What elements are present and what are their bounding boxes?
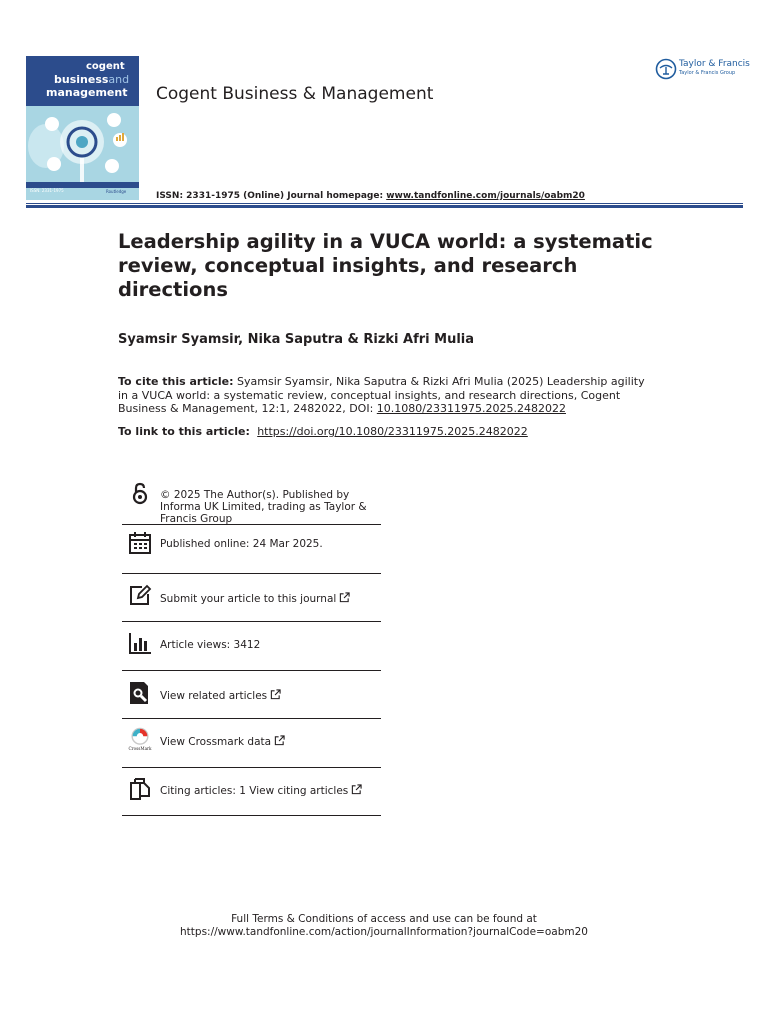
submit-text: Submit your article to this journal <box>160 592 337 605</box>
cover-title-line2: businessand <box>54 73 130 86</box>
issn-line <box>156 191 585 201</box>
cover-issn: ISSN: 2331-1975 <box>30 188 64 193</box>
citation-text: Syamsir Syamsir, Nika Saputra & Rizki Afri Mulia (2025) Leadership agility in a VUCA world: a systematic review, conceptual insights, and research directions, Cogent Business & Management, 12:1, 2482022, DOI: <box>118 375 645 415</box>
crossmark-icon <box>128 727 152 751</box>
taylor-francis-icon <box>655 58 677 80</box>
tf-logo-sub: Taylor & Francis Group <box>679 70 736 76</box>
cover-title-line3: management <box>46 86 128 99</box>
related-row[interactable] <box>122 671 381 720</box>
external-link-icon <box>351 784 362 795</box>
citing-link[interactable] <box>160 784 362 797</box>
header-rule <box>26 205 743 208</box>
bar-chart-icon <box>128 631 152 655</box>
citing-row[interactable] <box>122 768 381 817</box>
citation <box>118 375 648 416</box>
cover-publisher: Routledge <box>106 189 127 194</box>
citing-articles-icon <box>128 777 152 801</box>
crossmark-logo-text: CrossMark <box>128 746 152 751</box>
published-row <box>122 525 381 574</box>
crossmark-text: View Crossmark data <box>160 736 272 748</box>
submit-row[interactable] <box>122 574 381 623</box>
footer-line1: Full Terms & Conditions of access and use can be found at <box>231 913 537 925</box>
cover-illustration <box>26 106 139 188</box>
external-link-icon <box>274 735 285 746</box>
published-text: Published online: 24 Mar 2025. <box>160 538 323 550</box>
external-link-icon <box>270 689 281 700</box>
footer <box>0 913 768 939</box>
views-row <box>122 622 381 671</box>
citing-text: Citing articles: 1 View citing articles <box>160 784 349 797</box>
article-info-list <box>122 478 381 816</box>
open-access-icon <box>128 482 152 506</box>
related-text: View related articles <box>160 689 268 702</box>
search-document-icon <box>128 681 152 705</box>
taylor-francis-logo[interactable] <box>655 58 750 80</box>
external-link-icon <box>339 592 350 603</box>
crossmark-link[interactable] <box>160 735 285 748</box>
journal-homepage-link[interactable]: www.tandfonline.com/journals/oabm20 <box>386 191 585 201</box>
tf-logo-name: Taylor & Francis <box>679 59 750 69</box>
calendar-icon <box>128 531 152 555</box>
views-text: Article views: 3412 <box>160 639 261 651</box>
authors: Syamsir Syamsir, Nika Saputra & Rizki Afri Mulia <box>118 332 475 347</box>
journal-cover[interactable] <box>26 56 139 200</box>
footer-terms-link[interactable]: https://www.tandfonline.com/action/journalInformation?journalCode=oabm20 <box>180 926 588 938</box>
article-link-line <box>118 425 528 438</box>
license-row <box>122 478 381 525</box>
edit-icon <box>128 583 152 607</box>
issn-text: ISSN: 2331-1975 (Online) Journal homepage: <box>156 191 387 201</box>
journal-name[interactable]: Cogent Business & Management <box>156 84 434 104</box>
citation-doi-link[interactable]: 10.1080/23311975.2025.2482022 <box>376 402 566 415</box>
cover-title-line1: cogent <box>86 61 125 72</box>
license-text: © 2025 The Author(s). Published by Informa UK Limited, trading as Taylor & Francis Group <box>160 489 367 525</box>
article-title: Leadership agility in a VUCA world: a systematic review, conceptual insights, and research directions <box>118 230 653 301</box>
crossmark-row[interactable] <box>122 719 381 768</box>
citation-label: To cite this article: <box>118 375 234 388</box>
article-doi-link[interactable]: https://doi.org/10.1080/23311975.2025.2482022 <box>257 425 528 438</box>
submit-link[interactable] <box>160 592 350 605</box>
related-link[interactable] <box>160 689 281 702</box>
header-rule-thin <box>26 203 743 204</box>
link-label: To link to this article: <box>118 425 254 438</box>
